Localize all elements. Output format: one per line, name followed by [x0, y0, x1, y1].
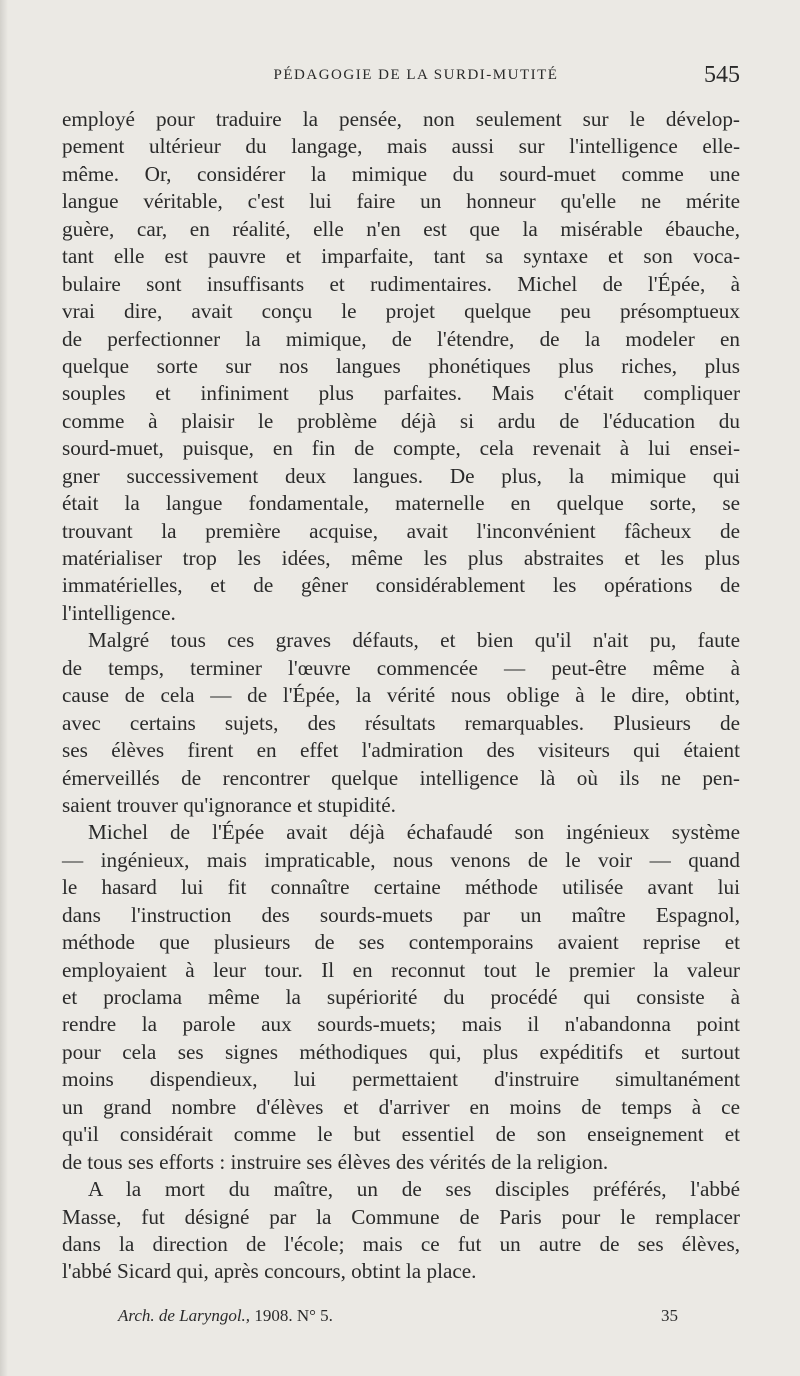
paragraph-end-line: l'intelligence. — [62, 600, 176, 625]
text-line: pement ultérieur du langage, mais aussi sur l'intelligence elle- — [62, 134, 740, 159]
text-line: matérialiser trop les idées, même les plus abstraites et les plus — [62, 546, 740, 570]
text-line: langue véritable, c'est lui faire un honneur qu'elle ne mérite — [62, 189, 740, 214]
page-number: 545 — [704, 62, 740, 88]
journal-name: Arch. de Laryngol., — [118, 1306, 251, 1325]
text-line: trouvant la première acquise, avait l'inconvénient fâcheux de — [62, 518, 740, 543]
paragraph-first-line: Michel de l'Épée avait déjà échafaudé son ingénieux système — [88, 820, 740, 845]
journal-issue: 1908. N° 5. — [254, 1306, 333, 1325]
text-line: dans l'instruction des sourds-muets par un maître Espagnol, — [62, 902, 740, 927]
text-line: — ingénieux, mais impraticable, nous venons de le voir — quand — [62, 847, 740, 872]
running-title: PÉDAGOGIE DE LA SURDI-MUTITÉ — [273, 67, 559, 83]
text-line: était la langue fondamentale, maternelle en quelque sorte, se — [62, 491, 740, 516]
text-line: cause de cela — de l'Épée, la vérité nous oblige à le dire, obtint, — [62, 683, 740, 708]
text-line: moins dispendieux, lui permettaient d'instruire simultanément — [62, 1067, 740, 1092]
paragraph-end-line: saient trouver qu'ignorance et stupidité. — [62, 792, 396, 817]
text-line: et proclama même la supériorité du procédé qui consiste à — [62, 985, 740, 1009]
text-line: immatérielles, et de gêner considérablement les opérations de — [62, 573, 740, 598]
text-line: qu'il considérait comme le but essentiel de son enseignement et — [62, 1122, 740, 1147]
page-footer — [118, 1306, 678, 1330]
text-line: bulaire sont insuffisants et rudimentaires. Michel de l'Épée, à — [62, 271, 740, 296]
text-line: ses élèves firent en effet l'admiration des visiteurs qui étaient — [62, 738, 740, 763]
text-line: quelque sorte sur nos langues phonétiques plus riches, plus — [62, 353, 740, 378]
text-line: émerveillés de rencontrer quelque intelligence là où ils ne pen- — [62, 765, 740, 790]
paragraph-first-line: Malgré tous ces graves défauts, et bien qu'il n'ait pu, faute — [88, 628, 740, 653]
text-line: comme à plaisir le problème déjà si ardu de l'éducation du — [62, 408, 740, 433]
paragraph-end-line: l'abbé Sicard qui, après concours, obtint la place. — [62, 1259, 477, 1284]
text-line: avec certains sujets, des résultats remarquables. Plusieurs de — [62, 710, 740, 735]
text-line: le hasard lui fit connaître certaine méthode utilisée avant lui — [62, 875, 740, 900]
text-line: pour cela ses signes méthodiques qui, plus expéditifs et surtout — [62, 1039, 740, 1064]
text-line: de temps, terminer l'œuvre commencée — peut-être même à — [62, 655, 740, 680]
body-text — [62, 106, 740, 1286]
paragraph-end-line: de tous ses efforts : instruire ses élèves des vérités de la religion. — [62, 1149, 609, 1174]
text-line: rendre la parole aux sourds-muets; mais il n'abandonna point — [62, 1012, 740, 1037]
text-line: de perfectionner la mimique, de l'étendre, de la modeler en — [62, 326, 740, 351]
text-line: employaient à leur tour. Il en reconnut tout le premier la valeur — [62, 957, 740, 982]
text-line: Masse, fut désigné par la Commune de Paris pour le remplacer — [62, 1204, 740, 1229]
text-line: gner successivement deux langues. De plus, la mimique qui — [62, 463, 740, 488]
text-line: dans la direction de l'école; mais ce fut un autre de ses élèves, — [62, 1231, 740, 1256]
text-line: sourd-muet, puisque, en fin de compte, cela revenait à lui ensei- — [62, 436, 740, 461]
text-line: méthode que plusieurs de ses contemporains avaient reprise et — [62, 930, 740, 955]
journal-reference — [118, 1306, 333, 1326]
text-line: employé pour traduire la pensée, non seulement sur le dévelop- — [62, 107, 740, 131]
paragraph-first-line: A la mort du maître, un de ses disciples préférés, l'abbé — [88, 1177, 740, 1202]
text-line: même. Or, considérer la mimique du sourd-muet comme une — [62, 161, 740, 186]
running-head — [62, 62, 740, 88]
signature-mark: 35 — [661, 1306, 678, 1325]
text-line: un grand nombre d'élèves et d'arriver en moins de temps à ce — [62, 1094, 740, 1119]
text-line: vrai dire, avait conçu le projet quelque peu présomptueux — [62, 299, 740, 324]
text-line: guère, car, en réalité, elle n'en est que la misérable ébauche, — [62, 216, 740, 241]
text-line: souples et infiniment plus parfaites. Mais c'était compliquer — [62, 381, 740, 406]
text-line: tant elle est pauvre et imparfaite, tant sa syntaxe et son voca- — [62, 244, 740, 269]
